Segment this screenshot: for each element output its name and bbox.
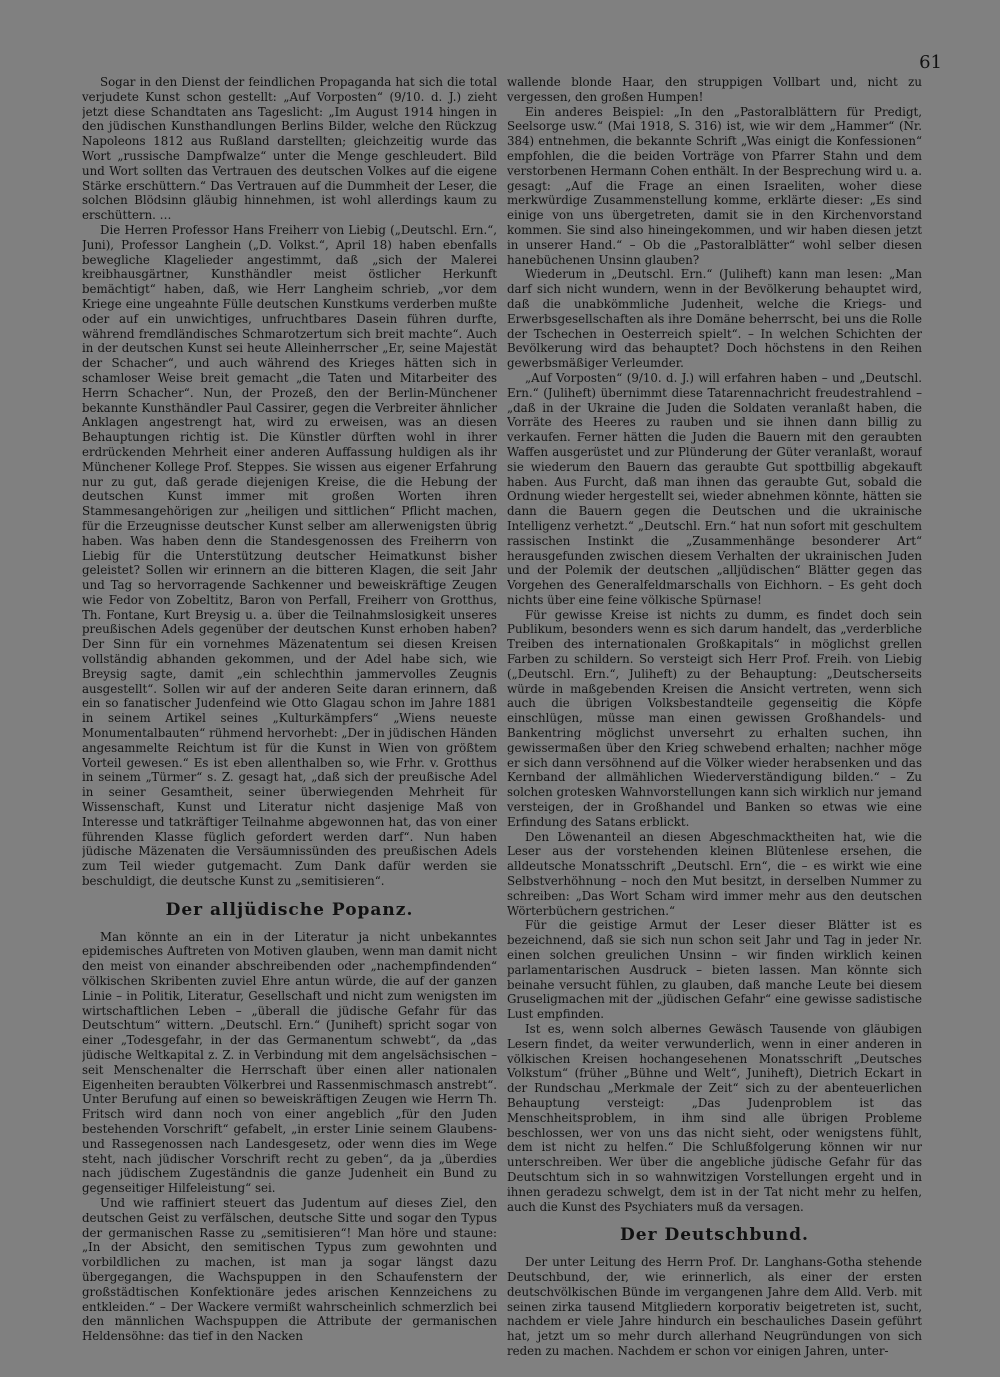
paragraph: Und wie raffiniert steuert das Judentum auf dieses Ziel, den deutschen Geist zu verfälschen, deutsche Sitte und sogar den Typus der germanischen Rasse zu „semitisieren“! Man höre und staune: „In der Absicht, den semitischen Typus zum gewohnten und vorbildlichen zu machen, ist man ja sogar längst dazu übergegangen, die Wachspuppen in den Schaufenstern der großstädtischen Konfektionäre jedes arischen Kennzeichens zu entkleiden.“ – Der Wackere vermißt wahrscheinlich schmerzlich bei den männlichen Wachspuppen die Attribute der germanischen Heldensöhne: das tief in den Nacken — [82, 1195, 497, 1344]
paragraph: Ist es, wenn solch albernes Gewäsch Tausende von gläubigen Lesern findet, da weiter verwunderlich, wenn in einer anderen in völkischen Kreisen hochangesehenen Monatsschrift „Deutsches Volkstum“ (früher „Bühne und Welt“, Juniheft), Dietrich Eckart in der Rundschau „Merkmale der Zeit“ sich zu der abenteuerlichen Behauptung versteigt: „Das Judenproblem ist das Menschheitsproblem, in ihm sind alle übrigen Probleme beschlossen, wer von uns das nicht sieht, oder wenigstens fühlt, dem ist nicht zu helfen.“ Die Schlußfolgerung können wir nur unterschreiben. Wer über die angebliche jüdische Gefahr für das Deutschtum sich in so wahnwitzigen Vorstellungen ergeht und in ihnen geradezu schwelgt, dem ist in der Tat nicht mehr zu helfen, auch die Kunst des Psychiaters muß da versagen. — [507, 1022, 922, 1214]
paragraph: Die Herren Professor Hans Freiherr von Liebig („Deutschl. Ern.“, Juni), Professor Langhein („D. Volkst.“, April 18) haben ebenfalls bewegliche Klagelieder angestimmt, daß „sich der Malerei kreibhausgärtner, Kunsthändler meist östlicher Herkunft bemächtigt“ haben, daß, wie Herr Langheim schrieb, „vor dem Kriege eine ungeahnte Fülle deutschen Kunstkums verderben mußte oder auf ein unwichtiges, unfruchtbares Dasein führen durfte, während fremdländisches Schmarotzertum sich breit machte“. Auch in der deutschen Kunst sei heute Alleinherrscher „Er, seine Majestät der Schacher“, und auch während des Krieges hätten sich in schamloser Weise breit gemacht „die Taten und Mitarbeiter des Herrn Schacher“. Nun, der Prozeß, den der Berlin-Münchener bekannte Kunsthändler Paul Cassirer, gegen die Verbreiter ähnlicher Anklagen angestrengt hat, wird zu erweisen, was an diesen Behauptungen richtig ist. Die Künstler dürften wohl in ihrer erdrückenden Mehrheit einer anderen Auffassung huldigen als ihr Münchener Kollege Prof. Steppes. Sie wissen aus eigener Erfahrung nur zu gut, daß gerade diejenigen Kreise, die die Hebung der deutschen Kunst immer mit großen Worten ihren Stammesangehörigen zur „heiligen und sittlichen“ Pflicht machen, für die Erzeugnisse deutscher Kunst selber am allerwenigsten übrig haben. Was haben denn die Standesgenossen des Freiherrn von Liebig für die Unterstützung deutscher Heimatkunst bisher geleistet? Sollen wir erinnern an die bitteren Klagen, die seit Jahr und Tag so hervorragende Sachkenner und beweiskräftige Zeugen wie Fedor von Zobeltitz, Baron von Perfall, Freiherr von Grotthus, Th. Fontane, Kurt Breysig u. a. über die Teilnahmslosigkeit unseres preußischen Adels gegenüber der deutschen Kunst erhoben haben? Der Sinn für ein vornehmes Mäzenatentum sei diesen Kreisen vollständig abhanden gekommen, und der Adel habe sich, wie Breysig sagte, damit „ein schlechthin jammervolles Zeugnis ausgestellt“. Sollen wir auf der anderen Seite daran erinnern, daß ein so fanatischer Judenfeind wie Otto Glagau schon im Jahre 1881 in seinem Artikel seines „Kulturkämpfers“ „Wiens neueste Monumentalbauten“ rühmend hervorhebt: „Der in jüdischen Händen angesammelte Reichtum ist für die Kunst in Wien von größtem Vorteil gewesen.“ Es ist eben allenthalben so, wie Frhr. v. Grotthus in seinem „Türmer“ s. Z. gesagt hat, „daß sich der preußische Adel in seiner Gesamtheit, seiner überwiegenden Mehrheit für Wissenschaft, Kunst und Literatur nicht dasjenige Maß von Interesse und tatkräftiger Teilnahme abgewonnen hat, das von einer führenden Klasse füglich gefordert werden darf“. Nun haben jüdische Mäzenaten die Versäumnissünden des preußischen Adels zum Teil wieder gutgemacht. Zum Dank dafür werden sie beschuldigt, die deutsche Kunst zu „semitisieren“. — [82, 222, 497, 889]
paragraph: Der unter Leitung des Herrn Prof. Dr. Langhans-Gotha stehende Deutschbund, der, wie erinnerlich, als einer der ersten deutschvölkischen Bünde im vergangenen Jahre dem Alld. Verb. mit seinen zirka tausend Mitgliedern korporativ beigetreten ist, sucht, nachdem er viele Jahre hindurch ein beschauliches Dasein geführt hat, jetzt um so mehr durch allerhand Neugründungen von sich reden zu machen. Nachdem er schon vor einigen Jahren, unter- — [507, 1255, 922, 1358]
paragraph: Den Löwenanteil an diesen Abgeschmacktheiten hat, wie die Leser aus der vorstehenden kleinen Blütenlese ersehen, die alldeutsche Monatsschrift „Deutschl. Ern“, die – es wirkt wie eine Selbstverhöhnung – noch den Mut besitzt, in derselben Nummer zu schreiben: „Das Wort Scham wird immer mehr aus den deutschen Wörterbüchern gestrichen.“ — [507, 829, 922, 918]
section-heading: Der alljüdische Popanz. — [165, 899, 414, 920]
right-column — [507, 75, 922, 1365]
paragraph: Für gewisse Kreise ist nichts zu dumm, es findet doch sein Publikum, besonders wenn es sich darum handelt, das „verderbliche Treiben des internationalen Großkapitals“ in möglichst grellen Farben zu schildern. So versteigt sich Herr Prof. Freih. von Liebig („Deutschl. Ern.“, Juliheft) zu der Behauptung: „Deutscherseits würde in maßgebenden Kreisen die Ansicht vertreten, wenn sich auch die übrigen Volksbestandteile gegenseitig die Köpfe einschlügen, müsse man einen gewissen Großhandels- und Bankentring möglichst unversehrt zu erhalten suchen, ihn gewissermaßen über den Krieg schwebend erhalten; nachher möge er sich dann versöhnend auf die Völker wieder herabsenken und das Kernband der allmählichen Wiederverständigung bilden.“ – Zu solchen grotesken Wahnvorstellungen kann sich wirklich nur jemand versteigen, der in Großhandel und Banken so etwas wie eine Erfindung des Satans erblickt. — [507, 607, 922, 829]
page-number: 61 — [919, 52, 942, 73]
paragraph: „Auf Vorposten“ (9/10. d. J.) will erfahren haben – und „Deutschl. Ern.“ (Juliheft) übernimmt diese Tatarennachricht freudestrahlend – „daß in der Ukraine die Juden die Soldaten veranlaßt haben, die Vorräte des Heeres zu rauben und sie ihnen dann billig zu verkaufen. Ferner hätten die Juden die Bauern mit den geraubten Waffen ausgerüstet und zur Plünderung der Güter veranlaßt, worauf sie wiederum den Bauern das geraubte Gut spottbillig abgekauft haben. Aus Furcht, daß man ihnen das geraubte Gut, sobald die Ordnung wieder hergestellt sei, wieder abnehmen könnte, hätten sie dann die Bauern gegen die Deutschen und die ukrainische Intelligenz verhetzt.“ „Deutschl. Ern.“ hat nun sofort mit geschultem rassischen Instinkt die „Zusammenhänge besonderer Art“ herausgefunden zwischen diesem Verhalten der ukrainischen Juden und der Polemik der deutschen „alljüdischen“ Blätter gegen das Vorgehen des Generalfeldmarschalls von Eichhorn. – Es geht doch nichts über eine feine völkische Spürnase! — [507, 370, 922, 607]
paragraph: Ein anderes Beispiel: „In den „Pastoralblättern für Predigt, Seelsorge usw.“ (Mai 1918, S. 316) ist, wie wir dem „Hammer“ (Nr. 384) entnehmen, die bekannte Schrift „Was einigt die Konfessionen“ empfohlen, die die beiden Vorträge von Pfarrer Stahn und dem verstorbenen Hermann Cohen enthält. In der Besprechung wird u. a. gesagt: „Auf die Frage an einen Israeliten, woher diese merkwürdige Zusammenstellung komme, erklärte dieser: „Es sind einige von uns übergetreten, damit sie in den Kirchenvorstand kommen. Sie sind also hineingekommen, und wir haben diesen jetzt in unserer Hand.“ – Ob die „Pastoralblätter“ wohl selber diesen hanebüchenen Unsinn glauben? — [507, 104, 922, 267]
paragraph: Wiederum in „Deutschl. Ern.“ (Juliheft) kann man lesen: „Man darf sich nicht wundern, wenn in der Bevölkerung behauptet wird, daß die unabkömmliche Judenheit, welche die Kriegs- und Erwerbsgesellschaften als ihre Domäne beherrscht, bei uns die Rolle der Tschechen in Oesterreich spielt“. – In welchen Schichten der Bevölkerung wird das behauptet? Doch höchstens in den Reihen gewerbsmäßiger Verleumder. — [507, 267, 922, 371]
paragraph: Sogar in den Dienst der feindlichen Propaganda hat sich die total verjudete Kunst schon gestellt: „Auf Vorposten“ (9/10. d. J.) zieht jetzt diese Schandtaten ans Tageslicht: „Im August 1914 hingen in den jüdischen Kunsthandlungen Berlins Bilder, welche den Rückzug Napoleons 1812 aus Rußland darstellten; gleichzeitig wurde das Wort „russische Dampfwalze“ unter die Menge geschleudert. Bild und Wort sollten das Vertrauen des deutschen Volkes auf die eigene Stärke erschüttern.“ Das Vertrauen auf die Dummheit der Leser, die solchen Blödsinn gläubig hinnehmen, ist wohl allerdings kaum zu erschüttern. … — [82, 75, 497, 223]
paragraph: Für die geistige Armut der Leser dieser Blätter ist es bezeichnend, daß sie sich nun schon seit Jahr und Tag in jeder Nr. einen solchen greulichen Unsinn – wir finden wirklich keinen parlamentarischen Ausdruck – bieten lassen. Man könnte sich beinahe versucht fühlen, zu glauben, daß manche Leute bei diesem Gruseligmachen mit der „jüdischen Gefahr“ eine gewisse sadistische Lust empfinden. — [507, 918, 922, 1022]
paragraph: wallende blonde Haar, den struppigen Vollbart und, nicht zu vergessen, den großen Humpen! — [507, 75, 922, 104]
left-column — [82, 75, 497, 1365]
paragraph: Man könnte an ein in der Literatur ja nicht unbekanntes epidemisches Auftreten von Motiven glauben, wenn man damit nicht den meist von einander abschreibenden oder „nachempfindenden“ völkischen Skribenten zuviel Ehre antun würde, die auf der ganzen Linie – in Politik, Literatur, Gesellschaft und nicht zum wenigsten im wirtschaftlichen Leben – „überall die jüdische Gefahr für das Deutschtum“ wittern. „Deutschl. Ern.“ (Juniheft) spricht sogar von einer „Todesgefahr, in der das Germanentum schwebt“, da „das jüdische Weltkapital z. Z. in Verbindung mit dem angelsächsischen – seit Menschenalter die Herrschaft über einen aller nationalen Eigenheiten beraubten Völkerbrei und Rassenmischmasch anstrebt“. Unter Berufung auf einen so beweiskräftigen Zeugen wie Herrn Th. Fritsch wird dann noch von einer angeblich „für den Juden bestehenden Vorschrift“ gefabelt, „in erster Linie seinem Glaubens- und Rassegenossen nach Landesgesetz, oder wenn dies im Wege steht, nach jüdischer Vorschrift recht zu geben“, da ja „überdies nach jüdischem Zugeständnis die ganze Judenheit ein Bund zu gegenseitiger Hilfeleistung“ sei. — [82, 929, 497, 1196]
section-heading: Der Deutschbund. — [620, 1225, 809, 1246]
